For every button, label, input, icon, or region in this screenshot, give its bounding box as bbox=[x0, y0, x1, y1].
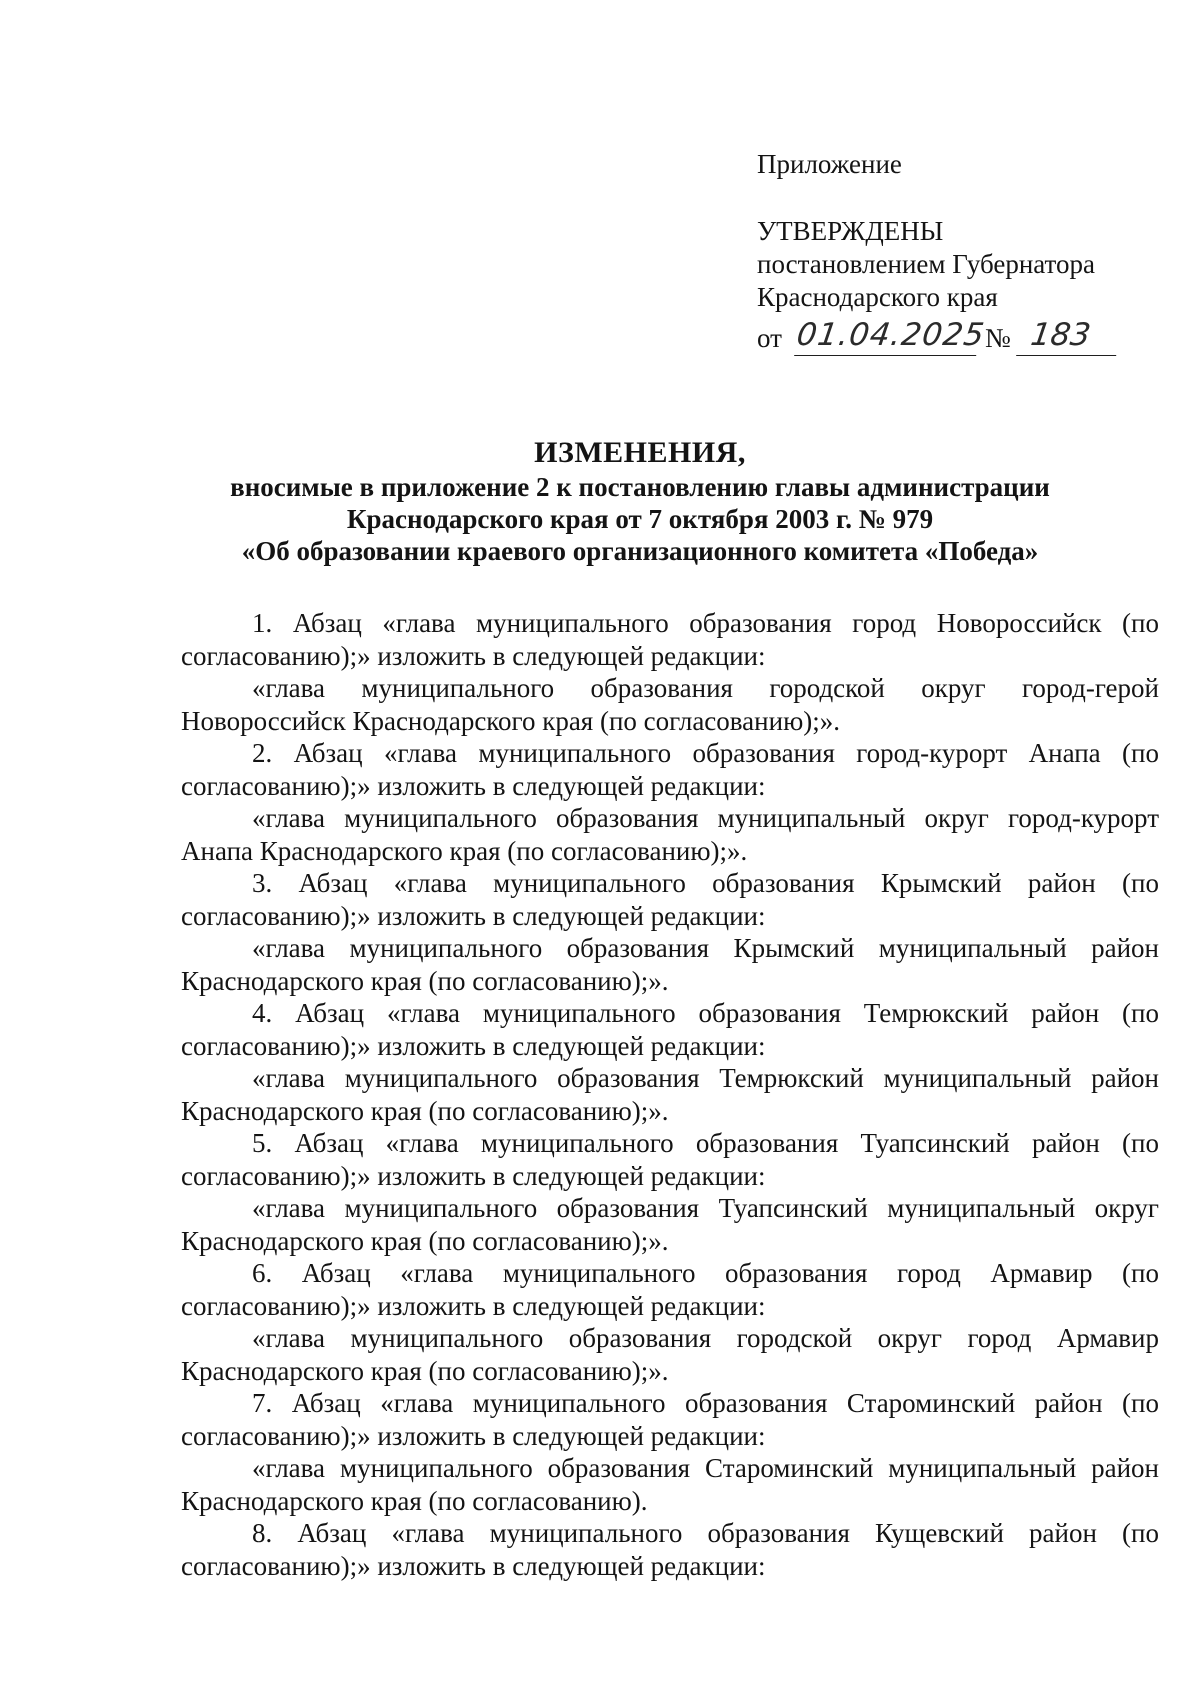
list-item bbox=[181, 867, 1159, 997]
item-text: 4. Абзац «глава муниципального образования Темрюкский район (по согласованию);» изложить в следующей редакции: bbox=[181, 998, 1159, 1061]
list-item bbox=[181, 1387, 1159, 1517]
item-new-wording: «глава муниципального образования Туапсинский муниципальный округ Краснодарского края (по согласованию);». bbox=[181, 1193, 1159, 1256]
item-text: 7. Абзац «глава муниципального образования Староминский район (по согласованию);» изложить в следующей редакции: bbox=[181, 1388, 1159, 1451]
list-item bbox=[181, 607, 1159, 737]
list-item bbox=[181, 737, 1159, 867]
item-new-wording: «глава муниципального образования Староминский муниципальный район Краснодарского края (по согласованию). bbox=[181, 1453, 1159, 1516]
item-text: 5. Абзац «глава муниципального образования Туапсинский район (по согласованию);» изложить в следующей редакции: bbox=[181, 1128, 1159, 1191]
approval-region: Краснодарского края bbox=[757, 282, 998, 312]
item-new-wording: «глава муниципального образования городской округ город-герой Новороссийск Краснодарского края (по согласованию);». bbox=[181, 673, 1159, 736]
handwritten-number: 183 bbox=[1016, 315, 1122, 356]
list-item bbox=[181, 1517, 1159, 1582]
approved-label: УТВЕРЖДЕНЫ bbox=[757, 216, 944, 246]
item-text: 2. Абзац «глава муниципального образования город-курорт Анапа (по согласованию);» изложить в следующей редакции: bbox=[181, 738, 1159, 801]
item-new-wording: «глава муниципального образования Темрюкский муниципальный район Краснодарского края (по согласованию);». bbox=[181, 1063, 1159, 1126]
item-new-wording: «глава муниципального образования Крымский муниципальный район Краснодарского края (по согласованию);». bbox=[181, 933, 1159, 996]
heading-line-1: вносимые в приложение 2 к постановлению главы администрации bbox=[230, 472, 1050, 502]
item-text: 6. Абзац «глава муниципального образования город Армавир (по согласованию);» изложить в следующей редакции: bbox=[181, 1258, 1159, 1321]
item-text: 8. Абзац «глава муниципального образования Кущевский район (по согласованию);» изложить в следующей редакции: bbox=[181, 1518, 1159, 1581]
approval-authority: постановлением Губернатора bbox=[757, 249, 1095, 279]
handwritten-date: 01.04.2025 bbox=[794, 315, 982, 356]
item-text: 1. Абзац «глава муниципального образования город Новороссийск (по согласованию);» изложить в следующей редакции: bbox=[181, 608, 1159, 671]
list-item bbox=[181, 997, 1159, 1127]
annex-label: Приложение bbox=[757, 149, 902, 179]
number-sign: № bbox=[985, 323, 1011, 353]
date-prefix: от bbox=[757, 323, 782, 353]
approval-date-line bbox=[757, 316, 1157, 356]
heading-line-3: «Об образовании краевого организационного комитета «Победа» bbox=[241, 536, 1039, 566]
document-body bbox=[181, 607, 1159, 1582]
heading-line-2: Краснодарского края от 7 октября 2003 г. № 979 bbox=[346, 504, 934, 534]
item-new-wording: «глава муниципального образования городской округ город Армавир Краснодарского края (по согласованию);». bbox=[181, 1323, 1159, 1386]
list-item bbox=[181, 1127, 1159, 1257]
item-text: 3. Абзац «глава муниципального образования Крымский район (по согласованию);» изложить в следующей редакции: bbox=[181, 868, 1159, 931]
item-new-wording: «глава муниципального образования муниципальный округ город-курорт Анапа Краснодарского края (по согласованию);». bbox=[181, 803, 1159, 866]
document-heading bbox=[180, 437, 1100, 567]
approval-block bbox=[757, 148, 1157, 356]
list-item bbox=[181, 1257, 1159, 1387]
heading-title: ИЗМЕНЕНИЯ, bbox=[534, 436, 746, 469]
